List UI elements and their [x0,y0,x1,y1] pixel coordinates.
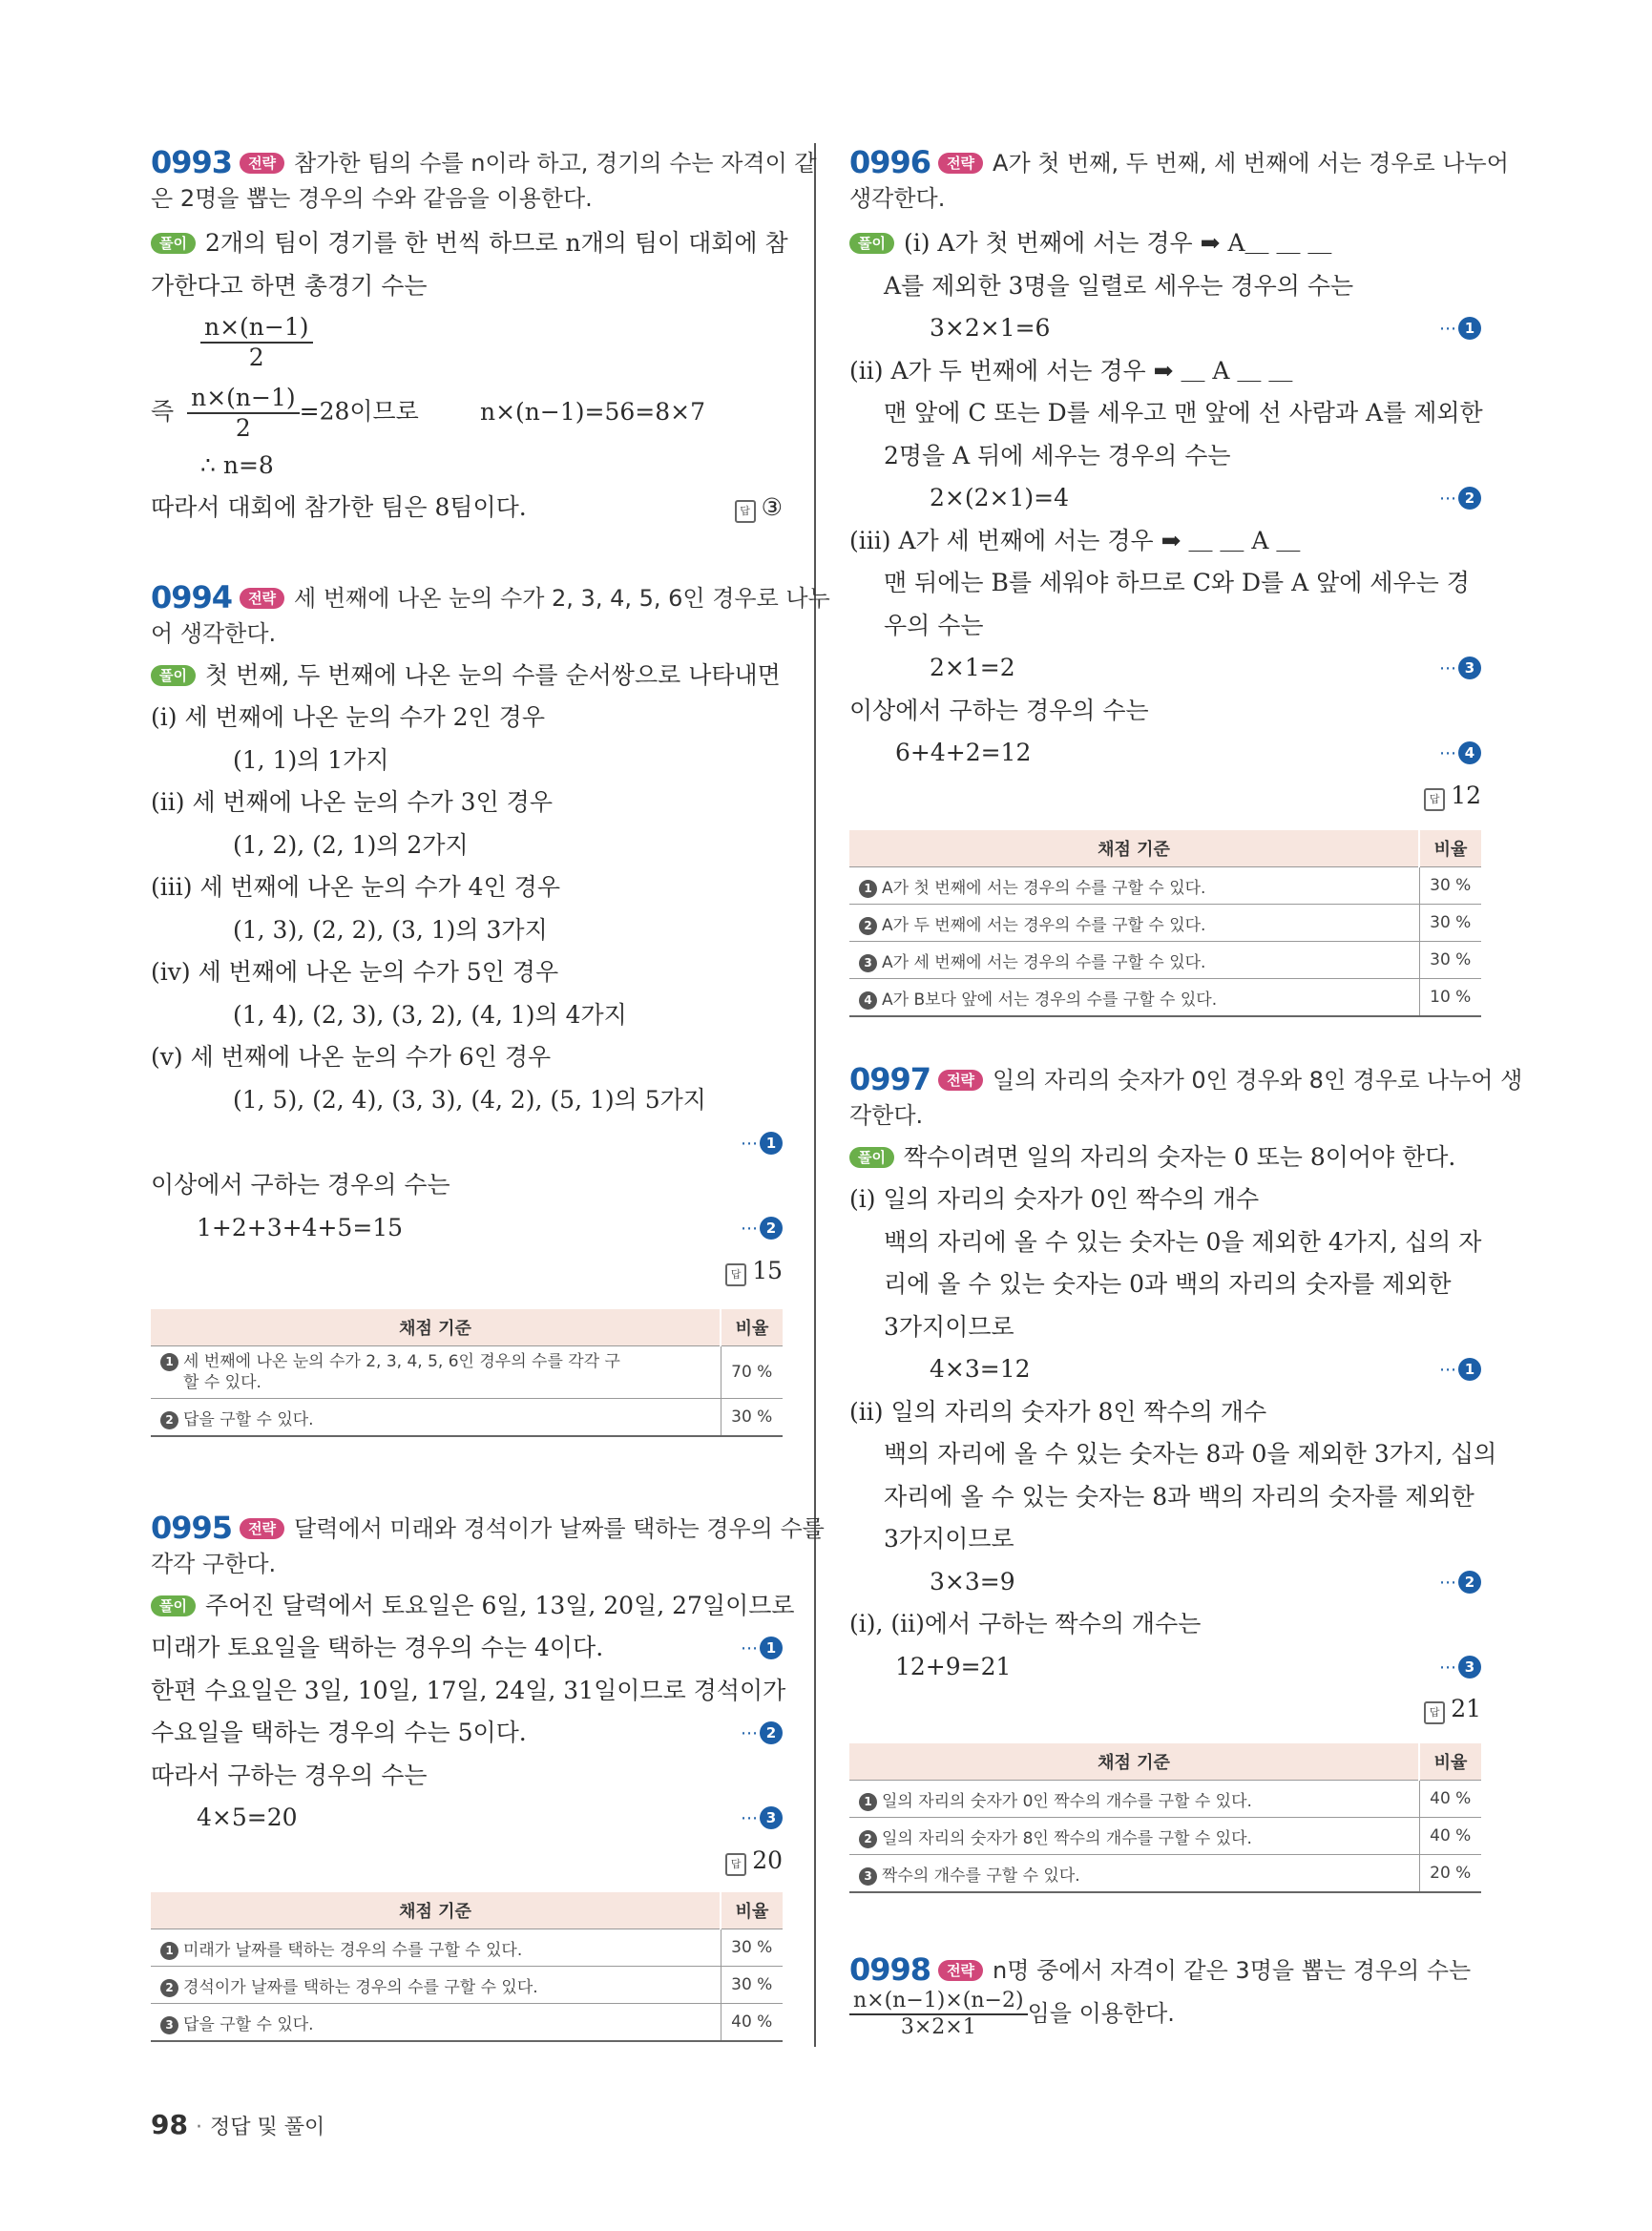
answer-value: 21 [1451,1695,1481,1722]
case-value: (1, 2), (2, 1)의 2가지 [233,831,469,859]
strategy-text: 달력에서 미래와 경석이가 날짜를 택하는 경우의 수를 [294,1515,825,1542]
answer-icon: 답 [725,1263,746,1286]
case-text: 백의 자리에 올 수 있는 숫자는 8과 0을 제외한 3가지, 십의 [884,1440,1497,1468]
problem-number: 0993 [151,144,233,180]
fraction [200,313,313,372]
solution-line [151,1591,795,1621]
strategy-text: 어 생각한다. [151,620,277,647]
case-heading: (iii) A가 세 번째에 서는 경우 ➡ ＿ ＿ A ＿ [849,527,1301,554]
strategy-tag: 전략 [240,153,284,174]
table-header: 채점 기준 [151,1309,721,1346]
table-row: 1 세 번째에 나온 눈의 수가 2, 3, 4, 5, 6인 경우의 수를 각각 구 할 수 있다. 70 % [151,1346,783,1399]
answer-icon: 답 [735,500,756,523]
answer [1424,781,1481,811]
strategy-line [849,1061,1523,1097]
case-line [849,228,1331,259]
case-text: 맨 앞에 C 또는 D를 세우고 맨 앞에 선 사람과 A를 제외한 [884,399,1483,427]
strategy-text: 각각 구한다. [151,1551,277,1577]
answer-value: ③ [761,493,783,521]
fraction-numerator: n×(n−1)×(n−2) [849,1989,1028,2015]
table-header: 채점 기준 [849,1743,1419,1781]
case-heading: (ii) 일의 자리의 숫자가 8인 짝수의 개수 [849,1398,1267,1426]
solution-line [151,660,781,691]
sum-intro: (i), (ii)에서 구하는 짝수의 개수는 [849,1610,1202,1637]
case-heading: (i) 일의 자리의 숫자가 0인 짝수의 개수 [849,1185,1260,1213]
case-text: 3가지이므로 [884,1525,1014,1553]
table-header: 비율 [721,1309,783,1346]
step-marker: ⋯ 1 [1439,313,1481,344]
fraction-numerator: n×(n−1) [200,313,313,344]
therefore-line: ∴ n=8 [200,451,274,479]
sum-intro: 이상에서 구하는 경우의 수는 [151,1171,450,1199]
case-heading: (ii) 세 번째에 나온 눈의 수가 3인 경우 [151,788,553,816]
solution-text: 짝수이려면 일의 자리의 숫자는 0 또는 8이어야 한다. [903,1143,1456,1171]
fraction-denominator: 3×2×1 [900,2015,976,2039]
answer-value: 15 [752,1257,783,1284]
footer-dot: · [195,2116,202,2139]
strategy-text: n명 중에서 자격이 같은 3명을 뽑는 경우의 수는 [993,1957,1472,1984]
table-row: 2 A가 두 번째에 서는 경우의 수를 구할 수 있다. 30 % [849,905,1481,942]
case-text: 리에 올 수 있는 숫자는 0과 백의 자리의 숫자를 제외한 [884,1270,1452,1298]
problem-number: 0995 [151,1510,233,1546]
strategy-text: 임을 이용한다. [1027,2000,1175,2027]
equation: 4×5=20 [197,1804,298,1831]
table-header: 채점 기준 [151,1892,721,1929]
sum-equation: 1+2+3+4+5=15 [197,1214,404,1241]
answer [735,492,783,523]
step-marker: ⋯ 3 [1439,653,1481,684]
sum-equation: 6+4+2=12 [895,739,1032,766]
scoring-table [151,1892,783,2042]
answer [725,1256,783,1286]
case-heading: (iii) 세 번째에 나온 눈의 수가 4인 경우 [151,873,560,901]
scoring-table [849,1743,1481,1893]
table-row: 2 일의 자리의 숫자가 8인 짝수의 개수를 구할 수 있다. 40 % [849,1818,1481,1855]
step-marker: ⋯ 1 [1439,1354,1481,1386]
solution-line [849,1142,1455,1173]
case-heading: (ii) A가 두 번째에 서는 경우 ➡ ＿ A ＿ ＿ [849,357,1293,385]
problem-number: 0997 [849,1061,931,1097]
solution-text: 미래가 토요일을 택하는 경우의 수는 4이다. [151,1634,604,1661]
table-row: 4 A가 B보다 앞에 서는 경우의 수를 구할 수 있다. 10 % [849,979,1481,1017]
answer-icon: 답 [725,1853,746,1876]
case-equation: 3×2×1=6 [930,314,1051,342]
problem-number: 0994 [151,579,233,615]
table-header: 비율 [721,1892,783,1929]
answer-icon: 답 [1424,788,1445,811]
strategy-line [151,1512,825,1544]
table-row: 3 짝수의 개수를 구할 수 있다. 20 % [849,1855,1481,1893]
fraction-numerator: n×(n−1) [187,384,300,414]
solution-text: 2개의 팀이 경기를 한 번씩 하므로 n개의 팀이 대회에 참 [204,229,788,257]
case-equation: 4×3=12 [930,1355,1031,1383]
solution-line [151,228,788,259]
answer [1424,1694,1481,1724]
eq-right: n×(n−1)=56=8×7 [480,398,705,426]
table-header: 비율 [1419,830,1481,867]
strategy-line [849,1951,1472,1988]
solution-text: 첫 번째, 두 번째에 나온 눈의 수를 순서쌍으로 나타내면 [204,661,781,689]
case-text: 2명을 A 뒤에 세우는 경우의 수는 [884,442,1231,469]
solution-tag: 풀이 [849,1147,894,1168]
strategy-fraction-line [849,1989,1175,2040]
solution-text: 한편 수요일은 3일, 10일, 17일, 24일, 31일이므로 경석이가 [151,1677,786,1704]
case-text: 자리에 올 수 있는 숫자는 8과 백의 자리의 숫자를 제외한 [884,1483,1474,1511]
case-equation: 2×1=2 [930,654,1015,681]
strategy-line [151,579,830,615]
answer-icon: 답 [1424,1701,1445,1724]
strategy-line [151,144,817,180]
table-row: 1 일의 자리의 숫자가 0인 짝수의 개수를 구할 수 있다. 40 % [849,1781,1481,1818]
strategy-tag: 전략 [938,1070,983,1091]
strategy-tag: 전략 [240,588,284,609]
answer-value: 20 [752,1846,783,1874]
solution-tag: 풀이 [151,233,196,254]
solution-text: 따라서 구하는 경우의 수는 [151,1762,428,1789]
strategy-text: 참가한 팀의 수를 n이라 하고, 경기의 수는 자격이 같 [294,150,817,177]
step-marker: ⋯ 2 [741,1718,783,1749]
strategy-text: 일의 자리의 숫자가 0인 경우와 8인 경우로 나누어 생 [993,1067,1523,1094]
step-marker: ⋯ 4 [1439,738,1481,769]
strategy-text: 생각한다. [849,185,946,212]
strategy-tag: 전략 [938,153,983,174]
fraction-denominator: 2 [235,414,251,442]
solution-text: 주어진 달력에서 토요일은 6일, 13일, 20일, 27일이므로 [204,1592,795,1619]
table-row: 2 경석이가 날짜를 택하는 경우의 수를 구할 수 있다. 30 % [151,1967,783,2004]
solution-text: 가한다고 하면 총경기 수는 [151,272,428,300]
solution-tag: 풀이 [151,1595,196,1616]
table-header: 비율 [1419,1743,1481,1781]
case-equation: 2×(2×1)=4 [930,484,1069,511]
table-row: 3 A가 세 번째에 서는 경우의 수를 구할 수 있다. 30 % [849,942,1481,979]
strategy-tag: 전략 [938,1960,983,1981]
equation-line [151,384,419,443]
case-text: 맨 뒤에는 B를 세워야 하므로 C와 D를 A 앞에 세우는 경 [884,569,1470,596]
step-marker: ⋯ 1 [741,1633,783,1664]
case-text: A를 제외한 3명을 일렬로 세우는 경우의 수는 [884,272,1354,300]
table-row: 2 답을 구할 수 있다. 30 % [151,1399,783,1437]
scoring-table [151,1309,783,1437]
strategy-line [849,144,1509,180]
strategy-text: 세 번째에 나온 눈의 수가 2, 3, 4, 5, 6인 경우로 나누 [294,585,830,612]
case-heading: (i) A가 첫 번째에 서는 경우 ➡ A＿ ＿ ＿ [903,229,1332,257]
case-value: (1, 3), (2, 2), (3, 1)의 3가지 [233,916,548,944]
case-value: (1, 1)의 1가지 [233,746,389,774]
table-row: 1 A가 첫 번째에 서는 경우의 수를 구할 수 있다. 30 % [849,867,1481,905]
page-footer [151,2109,324,2140]
fraction-denominator: 2 [248,344,264,371]
scoring-table [849,830,1481,1017]
eq-prefix: 즉 [151,397,175,426]
strategy-text: 은 2명을 뽑는 경우의 수와 같음을 이용한다. [151,185,593,212]
problem-number: 0996 [849,144,931,180]
solution-text: 수요일을 택하는 경우의 수는 5이다. [151,1719,527,1746]
strategy-text: 각한다. [849,1102,924,1129]
case-value: (1, 4), (2, 3), (3, 2), (4, 1)의 4가지 [233,1001,627,1029]
solution-tag: 풀이 [849,233,894,254]
case-heading: (v) 세 번째에 나온 눈의 수가 6인 경우 [151,1043,552,1071]
case-text: 우의 수는 [884,612,984,639]
case-text: 백의 자리에 올 수 있는 숫자는 0을 제외한 4가지, 십의 자 [884,1228,1482,1256]
case-equation: 3×3=9 [930,1568,1015,1595]
case-text: 3가지이므로 [884,1313,1014,1341]
table-row: 1 미래가 날짜를 택하는 경우의 수를 구할 수 있다. 30 % [151,1929,783,1967]
solution-tag: 풀이 [151,665,196,686]
case-heading: (iv) 세 번째에 나온 눈의 수가 5인 경우 [151,958,559,986]
step-marker: ⋯ 2 [741,1213,783,1244]
answer [725,1845,783,1876]
strategy-text: A가 첫 번째, 두 번째, 세 번째에 서는 경우로 나누어 [993,150,1509,177]
sum-equation: 12+9=21 [895,1653,1012,1680]
step-marker: ⋯ 2 [1439,483,1481,514]
step-marker: ⋯ 1 [741,1128,783,1159]
problem-number: 0998 [849,1951,931,1988]
eq-mid: =28이므로 [299,397,419,426]
sum-intro: 이상에서 구하는 경우의 수는 [849,697,1149,724]
footer-section: 정답 및 풀이 [209,2116,325,2139]
table-header: 채점 기준 [849,830,1419,867]
step-marker: ⋯ 2 [1439,1567,1481,1598]
case-heading: (i) 세 번째에 나온 눈의 수가 2인 경우 [151,703,545,731]
step-marker: ⋯ 3 [1439,1652,1481,1683]
answer-value: 12 [1451,782,1481,809]
column-divider [814,143,816,2047]
step-marker: ⋯ 3 [741,1803,783,1834]
conclusion: 따라서 대회에 참가한 팀은 8팀이다. [151,493,527,521]
case-value: (1, 5), (2, 4), (3, 3), (4, 2), (5, 1)의 5가지 [233,1086,706,1114]
page-number: 98 [151,2109,188,2140]
table-row: 3 답을 구할 수 있다. 40 % [151,2004,783,2042]
strategy-tag: 전략 [240,1518,284,1539]
